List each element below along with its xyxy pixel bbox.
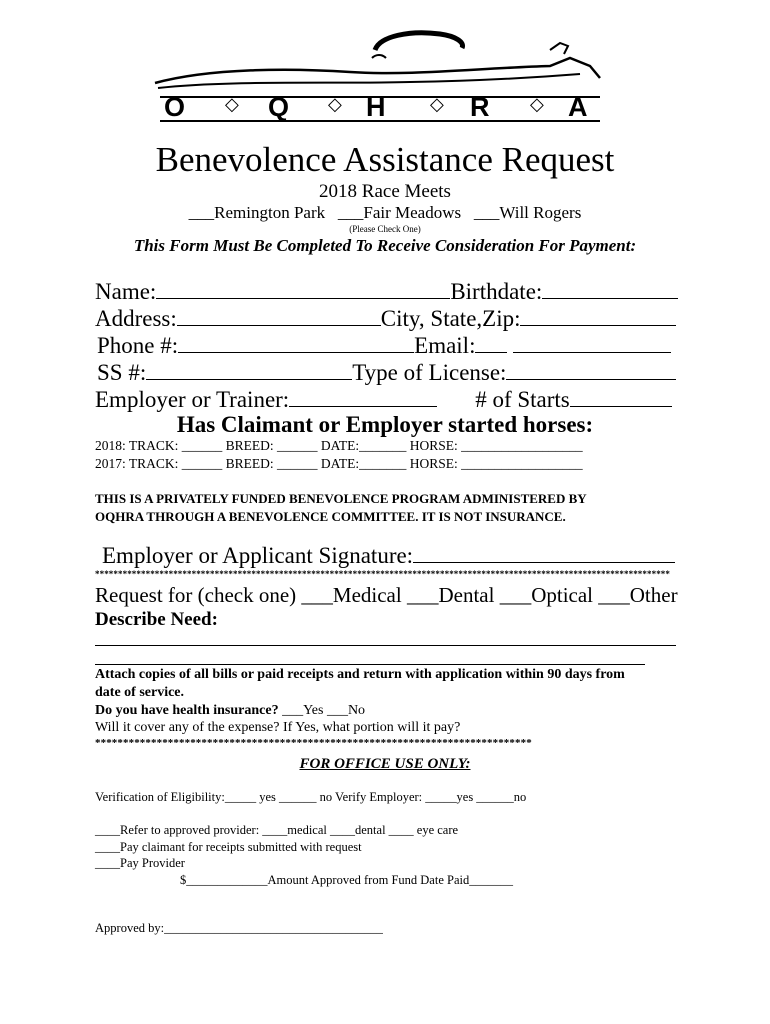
verify-row[interactable]: Verification of Eligibility:_____ yes ______ no Verify Employer: _____yes ______no	[95, 790, 527, 804]
horse-rider-icon	[150, 28, 610, 98]
license-label: Type of License:	[352, 360, 507, 385]
phone-field[interactable]	[178, 335, 414, 353]
phone-label: Phone #:	[97, 333, 179, 358]
phone-row	[97, 333, 671, 359]
employer-row	[95, 387, 672, 413]
amount-row[interactable]: $_____________Amount Approved from Fund Date Paid_______	[180, 873, 513, 887]
track-options	[0, 203, 770, 223]
email-label: Email:	[414, 333, 476, 358]
city-label: City, State,Zip:	[380, 306, 521, 331]
email-field[interactable]	[475, 335, 507, 353]
describe-line-1[interactable]	[95, 645, 676, 646]
logo-letter-h: H	[366, 92, 386, 122]
check-note: (Please Check One)	[349, 224, 421, 234]
office-use-heading: FOR OFFICE USE ONLY:	[299, 756, 471, 772]
cover-question: Will it cover any of the expense? If Yes, what portion will it pay?	[95, 720, 461, 735]
ss-label: SS #:	[97, 360, 147, 385]
logo-dot: ◇	[430, 94, 444, 114]
approved-by-row[interactable]: Approved by:___________________________________	[95, 921, 383, 935]
notice-line-1: THIS IS A PRIVATELY FUNDED BENEVOLENCE PROGRAM ADMINISTERED BY	[95, 491, 587, 506]
horses-2018-row[interactable]: 2018: TRACK: ______ BREED: ______ DATE:_______ HORSE: __________________	[95, 438, 583, 453]
name-row	[95, 279, 678, 305]
attach-line-2: date of service.	[95, 685, 185, 700]
must-complete-note: This Form Must Be Completed To Receive Consideration For Payment:	[133, 236, 637, 255]
city-field[interactable]	[520, 308, 676, 326]
refer-row[interactable]: ____Refer to approved provider: ____medical ____dental ____ eye care	[95, 823, 459, 837]
request-line[interactable]: Request for (check one) ___Medical ___Dental ___Optical ___Other	[95, 583, 678, 607]
email-field-2[interactable]	[513, 335, 671, 353]
logo-letter-a: A	[568, 92, 588, 122]
star-divider: *****************************************************************************************************************************	[95, 569, 670, 579]
track-fair-meadows[interactable]: ___Fair Meadows	[337, 203, 462, 222]
logo-dot: ◇	[328, 94, 342, 114]
name-field[interactable]	[156, 281, 450, 299]
address-field[interactable]	[177, 308, 381, 326]
pay-provider-row[interactable]: ____Pay Provider	[95, 856, 185, 870]
ss-row	[97, 360, 676, 386]
track-will-rogers[interactable]: ___Will Rogers	[473, 203, 582, 222]
horses-heading: Has Claimant or Employer started horses:	[176, 412, 594, 437]
page-subtitle: 2018 Race Meets	[319, 181, 451, 202]
logo-letter-q: Q	[268, 92, 290, 122]
pay-claimant-row[interactable]: ____Pay claimant for receipts submitted with request	[95, 840, 362, 854]
address-label: Address:	[95, 306, 177, 331]
employer-label: Employer or Trainer:	[95, 387, 290, 412]
notice-line-2: OQHRA THROUGH A BENEVOLENCE COMMITTEE. IT IS NOT INSURANCE.	[95, 509, 566, 524]
license-field[interactable]	[506, 362, 676, 380]
signature-field[interactable]	[413, 545, 675, 563]
name-label: Name:	[95, 279, 157, 304]
address-row	[95, 306, 676, 332]
starts-label: # of Starts	[475, 387, 570, 412]
logo-dot: ◇	[225, 94, 239, 114]
horses-2017-row[interactable]: 2017: TRACK: ______ BREED: ______ DATE:_______ HORSE: __________________	[95, 456, 583, 471]
logo-letter-r: R	[470, 92, 490, 122]
signature-label: Employer or Applicant Signature:	[102, 543, 414, 568]
employer-field[interactable]	[289, 389, 437, 407]
insurance-row	[95, 703, 365, 719]
ss-field[interactable]	[146, 362, 352, 380]
page-title: Benevolence Assistance Request	[155, 140, 615, 179]
describe-line-2[interactable]	[95, 664, 645, 665]
insurance-options[interactable]: ___Yes ___No	[278, 703, 366, 718]
describe-need-label: Describe Need:	[95, 609, 218, 630]
signature-row	[102, 543, 675, 569]
logo-letter-o: O	[164, 92, 186, 122]
insurance-question: Do you have health insurance?	[95, 703, 279, 718]
attach-line-1: Attach copies of all bills or paid receipts and return with application within 90 days from	[95, 667, 625, 682]
birthdate-field[interactable]	[542, 281, 678, 299]
logo-dot: ◇	[530, 94, 544, 114]
track-remington[interactable]: ___Remington Park	[188, 203, 326, 222]
birthdate-label: Birthdate:	[450, 279, 543, 304]
oqhra-logo	[150, 28, 610, 128]
starts-field[interactable]	[570, 389, 672, 407]
star-divider-2: ******************************************************************************	[95, 737, 532, 749]
